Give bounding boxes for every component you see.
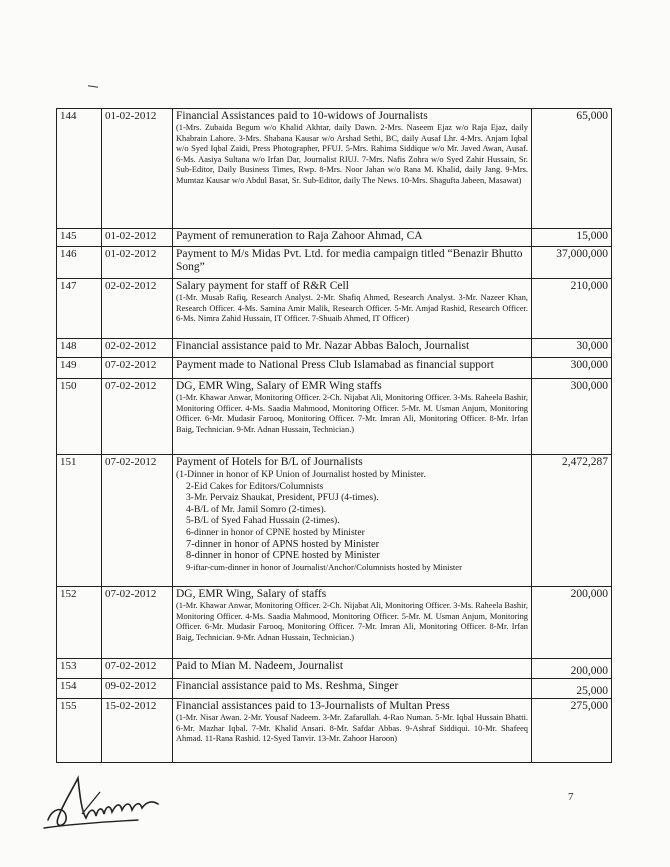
table-row [57,455,612,587]
list-item: 8-dinner in honor of CPNE hosted by Minister [186,550,380,562]
entry-description [173,587,532,659]
table-row [57,379,612,455]
table-row [57,247,612,279]
entry-title: DG, EMR Wing, Salary of staffs [176,588,327,600]
entry-description [173,379,532,455]
entry-detail: (1-Mrs. Zubaida Begum w/o Khalid Akhtar, daily Dawn. 2-Mrs. Naseem Ejaz w/o Raja Ejaz, daily Khabrain Lahore. 3-Mrs. Shabana Kausar w/o Arshad Sethi, BC, daily Ausaf Lhr. 4-Mrs. Anjam Iqbal w/o Syed Iqbal Zaidi, Press Photographer, PFUJ. 5-Mrs. Rahima Siddique w/o Mr. Javed Awan, Ausaf. 6-Ms. Aasiya Sultana w/o Irfan Dar, Journalist RIUJ. 7-Mrs. Nafis Zohra w/o Syed Zahir Hussain, Sr. Sub-Editor, Daily Business Times, Rwp. 8-Mrs. Noor Jahan w/o Rana M. Khalid, daily Jang. 9-Mrs. Mumtaz Kausar w/o Abdul Basat, Sr. Sub-Editor, daily The News. 10-Mrs. Shagufta Jabeen, Masawat) [176,123,528,185]
list-item: (1-Dinner in honor of KP Union of Journalist hosted by Minister. [176,469,426,480]
entry-number: 151 [57,455,102,587]
entry-amount: 200,000 [532,659,612,679]
table-row [57,339,612,358]
entry-title: Payment of Hotels for B/L of Journalists [176,456,363,468]
entry-detail: (1-Mr. Khawar Anwar, Monitoring Officer. 2-Ch. Nijabat Ali, Monitoring Officer. 3-Ms. Raheela Bashir, Monitoring Officer. 4-Ms. Saadia Mahmood, Monitoring Officer. 5-Mr. M. Usman Anjum, Monitoring Officer. 6-Mr. Mudasir Farooq, Monitoring Officer. 7-Mr. Imran Ali, Monitoring Officer. 8-Mr. Irfan Baig, Technician. 9-Mr. Adnan Hussain, Technician.) [176,393,528,434]
entry-amount: 200,000 [532,587,612,659]
entry-title: Financial assistances paid to 13-Journalists of Multan Press [176,700,450,712]
list-item: 5-B/L of Syed Fahad Hussain (2-times). [186,515,340,527]
entry-date: 01-02-2012 [102,109,173,229]
entry-title: Financial assistance paid to Mr. Nazar Abbas Baloch, Journalist [176,340,470,352]
table-row [57,279,612,339]
entry-description [173,339,532,358]
entry-description [173,699,532,763]
entry-number: 154 [57,679,102,699]
entry-detail: (1-Mr. Musab Rafiq, Research Analyst. 2-Mr. Shafiq Ahmed, Research Analyst. 3-Mr. Nazeer Khan, Research Officer. 4-Ms. Samina Amir Malik, Research Officer. 5-Mr. Amjad Rashid, Research Officer. 6-Ms. Nimra Zahid Hussain, IT Officer. 7-Shuaib Ahmed, IT Officer) [176,293,528,324]
hotel-items-list [176,469,528,573]
entry-title: Payment of remuneration to Raja Zahoor Ahmad, CA [176,230,423,242]
entry-number: 153 [57,659,102,679]
table-row [57,109,612,229]
list-item: 7-dinner in honor of APNS hosted by Minister [186,538,380,550]
list-item: 4-B/L of Mr. Jamil Somro (2-times). [186,503,327,515]
entry-description [173,279,532,339]
entry-title: Payment to M/s Midas Pvt. Ltd. for media campaign titled “Benazir Bhutto Song” [176,248,523,273]
entry-number: 152 [57,587,102,659]
entry-detail: (1-Mr. Nisar Awan. 2-Mr. Yousaf Nadeem. 3-Mr. Zafarullah. 4-Rao Numan. 5-Mr. Iqbal Hussain Bhatti. 6-Mr. Mazhar Iqbal. 7-Mr. Khalid Ansari. 8-Mr. Safdar Abbas. 9-Ashraf Siddiqui. 10-Mr. Shafeeq Ahmad. 11-Rana Rashid. 12-Syed Tanvir. 13-Mr. Zahoor Haroon) [176,713,528,744]
entry-description [173,455,532,587]
entry-number: 144 [57,109,102,229]
page-number: 7 [568,791,574,803]
entry-date: 07-02-2012 [102,358,173,379]
entry-description [173,109,532,229]
entry-title: Payment made to National Press Club Islamabad as financial support [176,359,494,371]
table-row [57,659,612,679]
list-item: 2-Eid Cakes for Editors/Columnists [186,480,324,492]
entry-description [173,659,532,679]
table-row [57,587,612,659]
entry-detail: (1-Mr. Khawar Anwar, Monitoring Officer. 2-Ch. Nijabat Ali, Monitoring Officer. 3-Ms. Raheela Bashir, Monitoring Officer. 4-Ms. Saadia Mahmood, Monitoring Officer. 5-Mr. M. Usman Anjum, Monitoring Officer. 6-Mr. Mudasir Farooq, Monitoring Officer. 7-Mr. Imran Ali, Monitoring Officer. 8-Mr. Irfan Baig, Technician. 9-Mr. Adnan Hussain, Technician.) [176,601,528,642]
entry-description [173,247,532,279]
entry-title: Financial Assistances paid to 10-widows of Journalists [176,110,428,122]
entry-amount: 275,000 [532,699,612,763]
entry-amount: 25,000 [532,679,612,699]
entry-amount: 2,472,287 [532,455,612,587]
entry-date: 09-02-2012 [102,679,173,699]
entry-date: 02-02-2012 [102,279,173,339]
entry-amount: 30,000 [532,339,612,358]
entry-number: 145 [57,229,102,247]
entry-title: DG, EMR Wing, Salary of EMR Wing staffs [176,380,382,392]
handwritten-signature [42,768,192,838]
entry-date: 07-02-2012 [102,379,173,455]
entry-amount: 65,000 [532,109,612,229]
entry-number: 148 [57,339,102,358]
entry-number: 155 [57,699,102,763]
entry-amount: 210,000 [532,279,612,339]
entry-amount: 15,000 [532,229,612,247]
entry-date: 01-02-2012 [102,229,173,247]
entry-number: 149 [57,358,102,379]
list-item: 3-Mr. Pervaiz Shaukat, President, PFUJ (4-times). [186,492,379,504]
entry-date: 02-02-2012 [102,339,173,358]
entry-date: 07-02-2012 [102,659,173,679]
entry-date: 07-02-2012 [102,455,173,587]
entry-amount: 300,000 [532,358,612,379]
entry-number: 150 [57,379,102,455]
entry-date: 01-02-2012 [102,247,173,279]
entry-description [173,229,532,247]
entry-description [173,358,532,379]
entry-description [173,679,532,699]
entry-title: Salary payment for staff of R&R Cell [176,280,349,292]
entry-date: 15-02-2012 [102,699,173,763]
list-item: 6-dinner in honor of CPNE hosted by Minister [186,526,365,538]
table-row [57,679,612,699]
payments-table [56,108,612,763]
entry-date: 07-02-2012 [102,587,173,659]
scan-mark [88,85,98,87]
entry-number: 147 [57,279,102,339]
table-row [57,699,612,763]
entry-amount: 37,000,000 [532,247,612,279]
entry-amount: 300,000 [532,379,612,455]
entry-title: Financial assistance paid to Ms. Reshma, Singer [176,680,399,692]
table-row [57,229,612,247]
table-row [57,358,612,379]
entry-title: Paid to Mian M. Nadeem, Journalist [176,660,344,672]
list-item: 9-iftar-cum-dinner in honor of Journalist/Anchor/Columnists hosted by Minister [186,561,462,572]
entry-number: 146 [57,247,102,279]
